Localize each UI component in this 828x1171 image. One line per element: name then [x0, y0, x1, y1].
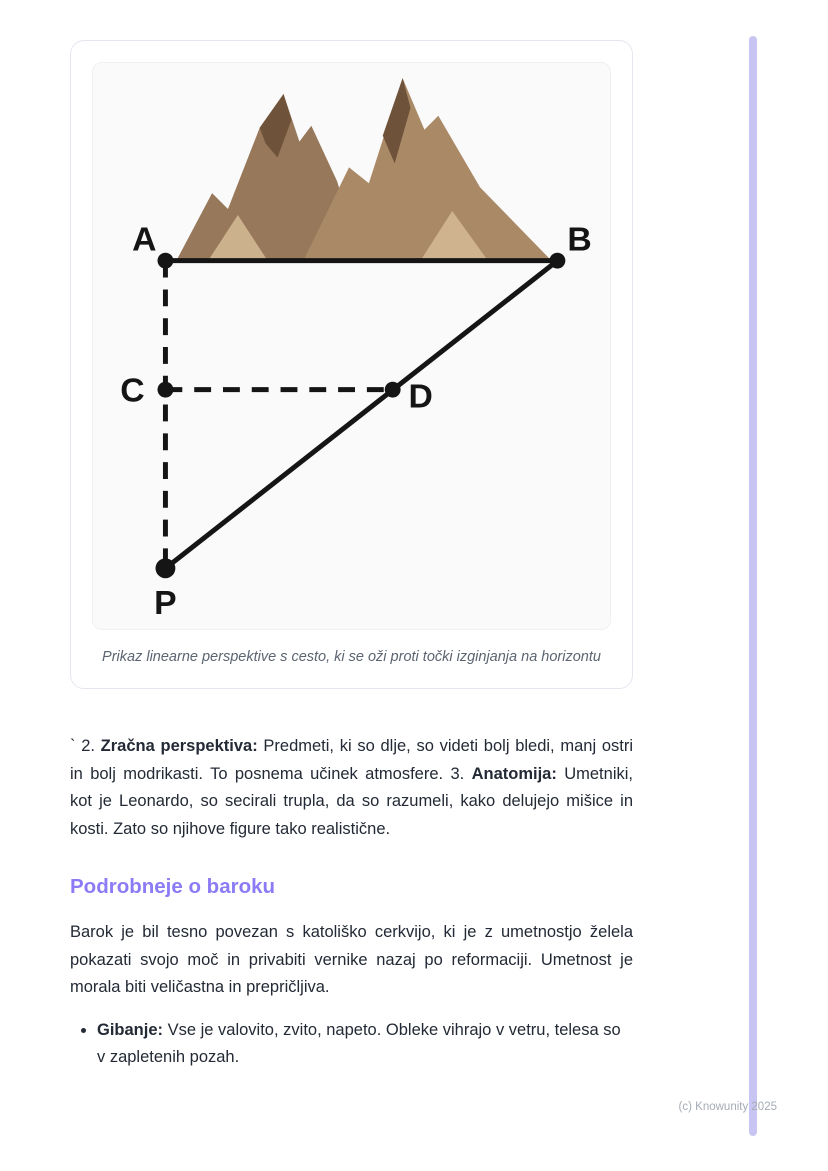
label-a: A	[132, 220, 157, 259]
paragraph-techniques	[70, 733, 633, 843]
figure-panel	[92, 62, 611, 630]
point-c	[158, 382, 174, 398]
point-p	[156, 558, 176, 578]
paragraph-baroque-intro: Barok je bil tesno povezan s katoliško cerkvijo, ki je z umetnostjo želela pokazati svojo moč in privabiti vernike nazaj po reformaciji. Umetnost je morala biti veličastna in prepričljiva.	[70, 923, 633, 996]
line-bp	[165, 261, 557, 569]
point-b	[549, 253, 565, 269]
mountain-right	[303, 78, 551, 261]
page-content	[70, 40, 633, 1072]
list-item-gibanje	[97, 1017, 633, 1072]
figure-card	[70, 40, 633, 689]
point-d	[385, 382, 401, 398]
label-d: D	[408, 377, 433, 416]
text-segment: Vse je valovito, zvito, napeto. Obleke vihrajo v vetru, telesa so v zapletenih pozah.	[97, 1020, 621, 1066]
label-b: B	[567, 220, 592, 259]
term-anatomija: Anatomija:	[471, 764, 557, 783]
scrollbar-thumb[interactable]	[749, 36, 757, 1136]
point-a	[158, 253, 174, 269]
term-gibanje: Gibanje:	[97, 1020, 164, 1039]
section-heading-baroque: Podrobneje o baroku	[70, 875, 276, 898]
copyright-note: (c) Knowunity 2025	[678, 1101, 777, 1113]
perspective-diagram	[93, 63, 610, 629]
text-segment: Predmeti, ki so dlje, so videti bolj bledi, manj ostri in bolj modrikasti. To posnema učinek atmosfere. 3.	[70, 737, 633, 783]
label-c: C	[120, 371, 145, 410]
bullet-list	[70, 1017, 633, 1072]
figure-caption: Prikaz linearne perspektive s cesto, ki se oži proti točki izginjanja na horizontu	[102, 649, 601, 665]
term-zracna-perspektiva: Zračna perspektiva:	[100, 737, 258, 755]
text-segment: Umetniki, kot je Leonardo, so secirali trupla, da so razumeli, kako delujejo mišice in kosti. Zato so njihove figure tako realistične.	[70, 764, 633, 838]
label-p: P	[154, 583, 177, 622]
text-segment: ` 2.	[70, 737, 101, 755]
mountain-illustration	[176, 78, 551, 261]
